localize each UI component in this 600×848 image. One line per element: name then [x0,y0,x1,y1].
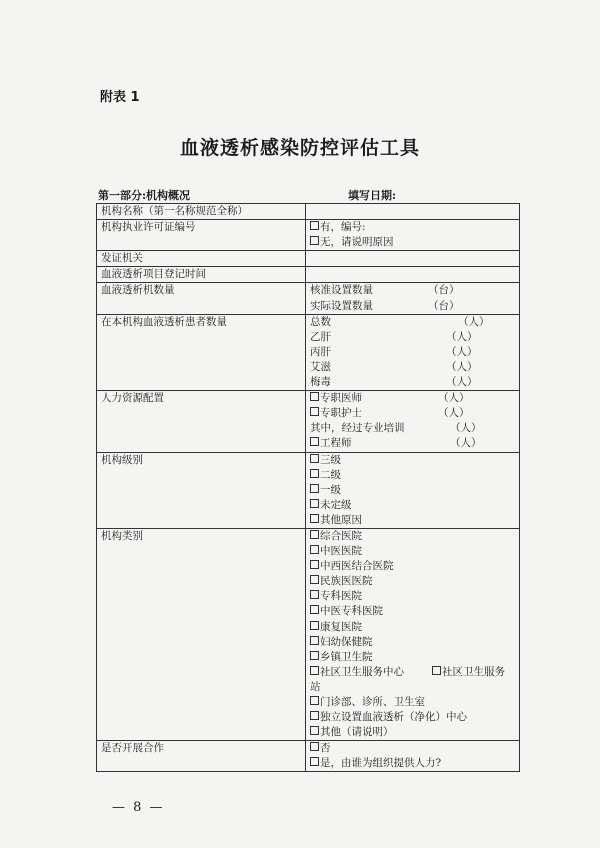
category-option[interactable]: 中西医结合医院 [310,559,515,574]
fill-date-label: 填写日期: [348,189,397,202]
hr-trained: 其中，经过专业培训 （人） [310,422,482,435]
checkbox-icon [310,454,319,463]
checkbox-icon [310,575,319,584]
category-option[interactable]: 民族医医院 [310,574,515,589]
table-row-level [97,452,520,528]
checkbox-icon [310,545,319,554]
checkbox-icon [310,605,319,614]
hr-label: 人力资源配置 [97,391,306,452]
level-label: 机构级别 [97,452,306,528]
checkbox-icon [310,711,319,720]
checkbox-icon[interactable] [310,236,319,245]
category-option[interactable]: 康复医院 [310,620,515,635]
institution-name-label: 机构名称（第一名称规范全称） [97,204,306,220]
checkbox-icon [310,407,319,416]
category-option[interactable]: 妇幼保健院 [310,635,515,650]
checkbox-icon [310,666,319,675]
checkbox-icon [310,742,319,751]
checkbox-icon [310,437,319,446]
annex-label: 附表 1 [100,90,140,105]
reg-time-value[interactable] [306,267,520,283]
institution-name-value[interactable] [306,204,520,220]
table-row-license [97,220,520,251]
level-option[interactable]: 一级 [310,483,515,498]
category-option[interactable]: 专科医院 [310,589,515,604]
hr-engineer-option[interactable]: 工程师 （人） [310,436,515,451]
category-option[interactable]: 其他（请说明） [310,725,515,740]
checkbox-icon [310,499,319,508]
patients-item: 总数 （人） [310,315,490,328]
table-row-reg-time [97,267,520,283]
table-row-hr [97,391,520,452]
category-option[interactable]: 乡镇卫生院 [310,650,515,665]
unit-label: （台） [428,299,460,312]
patients-item: 乙肝 （人） [310,330,478,343]
table-row-name [97,204,520,220]
checkbox-icon [310,514,319,523]
patients-label: 在本机构血液透析患者数量 [97,314,306,390]
checkbox-icon [310,621,319,630]
coop-label: 是否开展合作 [97,741,306,772]
checkbox-icon [310,469,319,478]
coop-option-yes[interactable]: 是，由谁为组织提供人力? [310,756,515,771]
category-option[interactable]: 门诊部、诊所、卫生室 [310,695,515,710]
table-row-coop [97,741,520,772]
level-option[interactable]: 三级 [310,453,515,468]
category-community-options [310,665,515,680]
patients-item: 梅毒 （人） [310,376,478,389]
checkbox-icon [310,757,319,766]
reg-time-label: 血液透析项目登记时间 [97,267,306,283]
document-title: 血液透析感染防控评估工具 [179,137,420,159]
community-center-option[interactable]: 社区卫生服务中心 [310,666,404,678]
license-label: 机构执业许可证编号 [97,220,306,251]
community-station-wrap: 站 [310,680,321,693]
table-row-machines [97,283,520,314]
category-option[interactable]: 独立设置血液透析（净化）中心 [310,710,515,725]
checkbox-icon [310,530,319,539]
checkbox-icon [310,651,319,660]
checkbox-icon [310,392,319,401]
checkbox-icon [310,590,319,599]
license-option-no[interactable]: 无，请说明原因 [310,235,515,250]
patients-item: 丙肝 （人） [310,345,478,358]
machines-approved: 核准设置数量 （台） [310,283,515,298]
hr-doctor-option[interactable]: 专职医师 （人） [310,391,515,406]
table-row-category [97,528,520,740]
coop-option-no[interactable]: 否 [310,741,515,756]
license-option-yes[interactable]: 有，编号: [310,220,515,235]
section-label: 第一部分:机构概况 [98,189,191,202]
hr-nurse-option[interactable]: 专职护士 （人） [310,406,515,421]
machines-actual: 实际设置数量 （台） [310,299,515,314]
machines-label: 血液透析机数量 [97,283,306,314]
category-label: 机构类别 [97,528,306,740]
checkbox-icon [310,636,319,645]
issuer-label: 发证机关 [97,251,306,267]
checkbox-icon [310,696,319,705]
patients-item: 艾滋 （人） [310,360,478,373]
level-option[interactable]: 未定级 [310,498,515,513]
community-station-option[interactable]: 社区卫生服务 [432,665,505,680]
category-option[interactable]: 综合医院 [310,529,515,544]
checkbox-icon[interactable] [310,221,319,230]
checkbox-icon [310,484,319,493]
section-header [98,187,518,201]
table-row-patients [97,314,520,390]
checkbox-icon [310,560,319,569]
checkbox-icon [432,666,441,675]
issuer-value[interactable] [306,251,520,267]
page-number: — 8 — [112,800,165,815]
checkbox-icon [310,726,319,735]
institution-overview-table [96,203,520,772]
table-row-issuer [97,251,520,267]
level-option[interactable]: 其他原因 [310,513,515,528]
category-option[interactable]: 中医医院 [310,544,515,559]
unit-label: （台） [428,284,460,297]
category-option[interactable]: 中医专科医院 [310,604,515,619]
level-option[interactable]: 二级 [310,468,515,483]
